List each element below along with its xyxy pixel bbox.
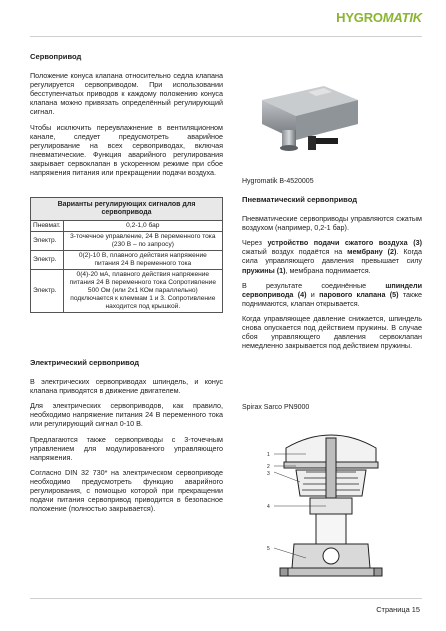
text-run: также поднимаются, клапан открывается. [242, 289, 422, 308]
valve-caption: Spirax Sarco PN9000 [242, 404, 310, 411]
table-cell-value: 0(2)-10 В, плавного действия напряжение питания 24 В переменного тока [63, 251, 222, 270]
bold-term: парового клапана (5) [319, 289, 399, 299]
bold-term: устройство подачи сжатого воздуха (3) [267, 238, 422, 248]
table-cell-value: 3-точечное управление, 24 В переменного тока (230 В – по запросу) [63, 232, 222, 251]
text-run: Через [242, 238, 268, 248]
pneumatic-paragraph-4: Когда управляющее давление снижается, шпиндель снова опускается под действием пружины. В случае сбоя управляющего давления сервоклапан немедленно закрывается под действием пружины. [242, 313, 422, 351]
servo-paragraph-1: Положение конуса клапана относительно седла клапана регулируется сервоприводом. При использовании бесступенчатых приводов к каждому положению конуса клапана можно привязать определённый регулирующий сигнал. [30, 71, 223, 117]
valve-label-2: 2 [267, 464, 270, 470]
table-cell-type: Электр. [31, 251, 64, 270]
table-row [31, 270, 223, 313]
pneumatic-heading: Пневматический сервопривод [242, 195, 358, 204]
valve-label-5: 5 [267, 546, 270, 552]
electric-paragraph-2: Для электрических сервоприводов, как правило, необходимо напряжение питания 24 В переменного тока или регулирующий сигнал 0-10 В. [30, 401, 223, 429]
table-cell-type: Электр. [31, 270, 64, 313]
table-cell-type: Электр. [31, 232, 64, 251]
electric-paragraph-3: Предлагаются также сервоприводы с 3-точечным управлением для модулированного управляющего напряжения. [30, 434, 223, 462]
pneumatic-valve-diagram [266, 418, 396, 594]
motor-caption: Hygromatik B-4520005 [242, 178, 314, 185]
text-run: и [306, 289, 320, 299]
text-run: В результате соединённые [242, 280, 386, 290]
pneumatic-paragraph-2 [242, 238, 422, 274]
pneumatic-paragraph-3 [242, 281, 422, 308]
valve-label-3: 3 [267, 471, 270, 477]
bold-term: мембрану (2) [347, 247, 397, 257]
hygromatik-logo [336, 10, 422, 25]
valve-label-1: 1 [267, 452, 270, 458]
electric-actuator-image [248, 78, 368, 158]
electric-servo-section [30, 358, 223, 519]
table-cell-type: Пневмат. [31, 221, 64, 232]
logo-matik: MATIK [382, 10, 422, 25]
bold-term: шпиндели сервопривода (4) [242, 280, 422, 299]
table-cell-value: 0,2-1,0 бар [63, 221, 222, 232]
electric-paragraph-1: В электрических сервоприводах шпиндель, и конус клапана приводятся в движение двигателем. [30, 377, 223, 396]
pneumatic-servo-section [242, 195, 422, 356]
table-header: Варианты регулирующих сигналов для сервопривода [31, 198, 223, 221]
signal-variants-table [30, 197, 223, 313]
valve-label-4: 4 [267, 504, 270, 510]
logo-hygro: HYGRO [336, 10, 383, 25]
page-number: Страница 15 [376, 605, 420, 614]
electric-heading: Электрический сервопривод [30, 358, 140, 367]
footer-rule [30, 598, 422, 599]
header-rule [30, 36, 422, 37]
electric-paragraph-4: Согласно DIN 32 730* на электрическом сервоприводе необходимо предусмотреть функцию аварийного регулирования, с помощью которой при прекращении подачи питания сервопривод приводится в безопасное положение (полностью закрывается). [30, 467, 223, 514]
table-row [31, 232, 223, 251]
table-cell-value: 0(4)-20 мА, плавного действия напряжение питания 24 В переменного тока Сопротивление 500 Ом (или 2x1 КОм параллельно) подключается к клеммам 1 и 3. Сопротивление находится под крышкой. [63, 270, 222, 313]
servo-heading: Сервопривод [30, 52, 82, 61]
text-run: , мембрана поднимается. [285, 265, 371, 275]
text-run: . Когда сила управляющего давления превышает силу [242, 247, 423, 266]
table-row [31, 251, 223, 270]
text-run: сжатый воздух подаётся на [242, 247, 348, 257]
pneumatic-paragraph-1: Пневматические сервоприводы управляются сжатым воздухом (например, 0,2-1 бар). [242, 214, 422, 233]
servo-paragraph-2: Чтобы исключить переувлажнение в вентиляционном канале, следует предусмотреть аварийное регулирование на всех сервоприводах, включая пневматические. Функция аварийного регулирования закрывает сервоклапан в ускоренном режиме при сбое напряжения питания или прекращении подачи воздуха. [30, 122, 223, 178]
servo-section [30, 52, 223, 183]
table-row [31, 221, 223, 232]
bold-term: пружины (1) [242, 265, 286, 275]
